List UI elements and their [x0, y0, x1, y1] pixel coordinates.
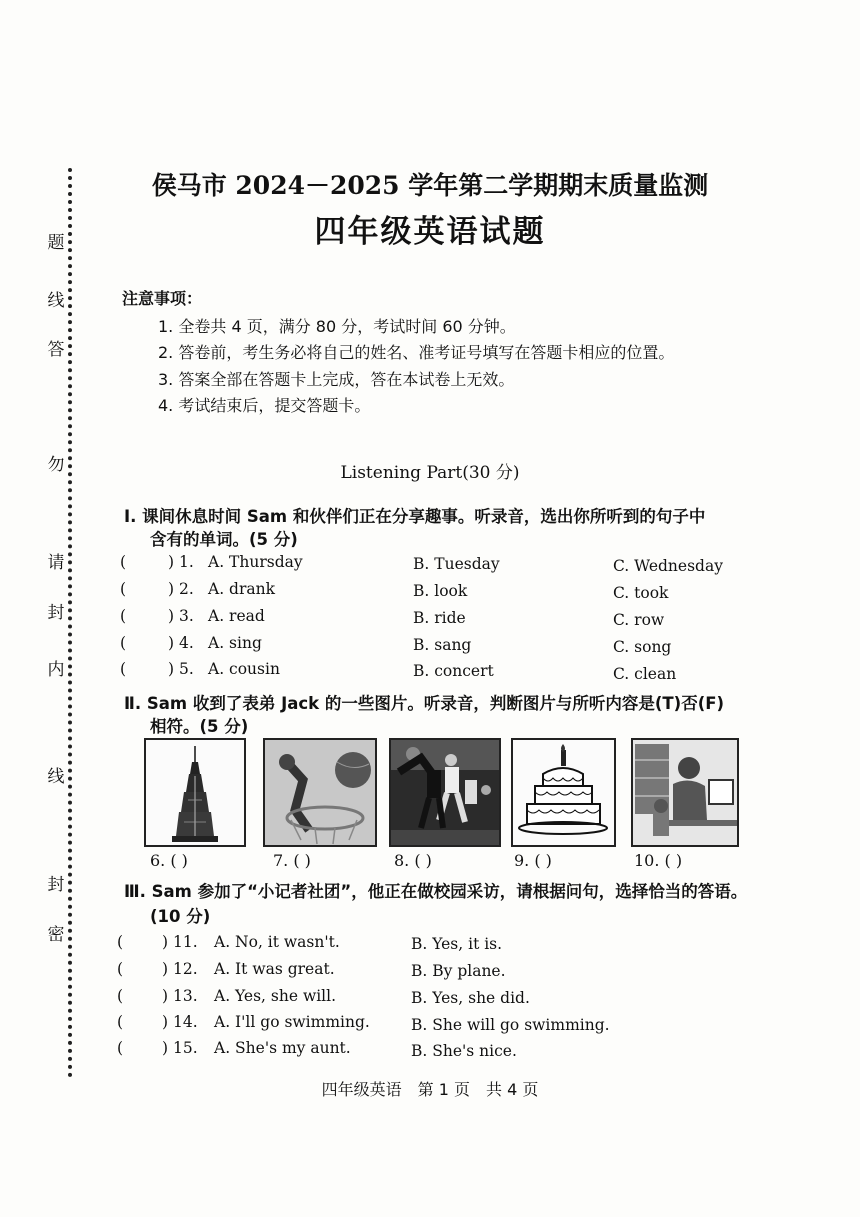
question-number: ) 14.	[162, 1013, 198, 1031]
margin-char: 线	[47, 767, 65, 787]
option-a: A. Yes, she will.	[214, 987, 337, 1005]
section2-title: Ⅱ. Sam 收到了表弟 Jack 的一些图片。听录音，判断图片与所听内容是(T)否(F)	[124, 694, 725, 713]
option-c: C. clean	[613, 665, 677, 683]
option-b: B. She's nice.	[411, 1042, 517, 1060]
margin-char: 密	[47, 925, 65, 945]
skyscraper-picture	[144, 738, 246, 847]
question-number: ) 11.	[162, 933, 198, 951]
option-b: B. look	[413, 582, 468, 600]
option-a: A. cousin	[208, 660, 280, 678]
picture-answer-label: 8. ( )	[394, 851, 432, 870]
question-number: ) 1.	[168, 553, 194, 571]
notice-item: 1. 全卷共 4 页，满分 80 分，考试时间 60 分钟。	[158, 317, 516, 336]
binding-dotted-line	[68, 168, 72, 1078]
option-a: A. drank	[208, 580, 275, 598]
picture-answer-label: 10. ( )	[634, 851, 683, 870]
margin-char: 题	[47, 233, 65, 253]
section2-title-cont: 相符。(5 分)	[150, 717, 249, 736]
question-number: ) 5.	[168, 660, 194, 678]
option-c: C. took	[613, 584, 669, 602]
basketball-hoop-picture	[263, 738, 377, 847]
option-a: A. No, it wasn't.	[214, 933, 340, 951]
option-b: B. She will go swimming.	[411, 1016, 610, 1034]
option-a: A. I'll go swimming.	[214, 1013, 370, 1031]
option-b: B. By plane.	[411, 962, 506, 980]
option-a: A. She's my aunt.	[214, 1039, 351, 1057]
birthday-cake-picture	[511, 738, 616, 847]
question-number: ) 3.	[168, 607, 194, 625]
option-a: A. read	[208, 607, 265, 625]
picture-answer-label: 6. ( )	[150, 851, 188, 870]
option-b: B. Yes, she did.	[411, 989, 530, 1007]
section3-title: Ⅲ. Sam 参加了“小记者社团”，他正在做校园采访，请根据问句，选择恰当的答语。	[124, 882, 748, 901]
exam-subtitle: 四年级英语试题	[314, 214, 546, 250]
section1-title: Ⅰ. 课间休息时间 Sam 和伙伴们正在分享趣事。听录音，选出你所听到的句子中	[124, 507, 706, 526]
picture-answer-label: 9. ( )	[514, 851, 552, 870]
question-number: ) 13.	[162, 987, 198, 1005]
notice-item: 2. 答卷前，考生务必将自己的姓名、准考证号填写在答题卡相应的位置。	[158, 343, 675, 362]
margin-char: 请	[47, 553, 65, 573]
picture-answer-label: 7. ( )	[273, 851, 311, 870]
option-b: B. Tuesday	[413, 555, 500, 573]
option-c: C. Wednesday	[613, 557, 723, 575]
option-b: B. Yes, it is.	[411, 935, 503, 953]
option-a: A. Thursday	[208, 553, 303, 571]
option-a: A. It was great.	[214, 960, 335, 978]
basketball-players-picture	[389, 738, 501, 847]
page-footer: 四年级英语 第 1 页 共 4 页	[321, 1080, 539, 1099]
section1-title-cont: 含有的单词。(5 分)	[150, 530, 298, 549]
margin-char: 内	[47, 660, 65, 680]
option-c: C. row	[613, 611, 665, 629]
option-b: B. sang	[413, 636, 472, 654]
question-number: ) 4.	[168, 634, 194, 652]
computer-boy-picture	[631, 738, 739, 847]
notice-item: 3. 答案全部在答题卡上完成，答在本试卷上无效。	[158, 370, 515, 389]
margin-char: 勿	[47, 455, 65, 475]
section3-title-cont: (10 分)	[150, 907, 211, 926]
margin-char: 答	[47, 340, 65, 360]
notice-heading: 注意事项：	[122, 289, 203, 308]
margin-char: 封	[47, 603, 65, 623]
notice-item: 4. 考试结束后，提交答题卡。	[158, 396, 371, 415]
margin-char: 线	[47, 291, 65, 311]
margin-char: 封	[47, 875, 65, 895]
question-number: ) 2.	[168, 580, 194, 598]
option-b: B. ride	[413, 609, 466, 627]
question-number: ) 12.	[162, 960, 198, 978]
option-a: A. sing	[208, 634, 262, 652]
exam-title: 侯马市 2024－2025 学年第二学期期末质量监测	[151, 171, 709, 200]
part-title: Listening Part(30 分)	[340, 463, 520, 483]
question-number: ) 15.	[162, 1039, 198, 1057]
option-c: C. song	[613, 638, 672, 656]
option-b: B. concert	[413, 662, 494, 680]
